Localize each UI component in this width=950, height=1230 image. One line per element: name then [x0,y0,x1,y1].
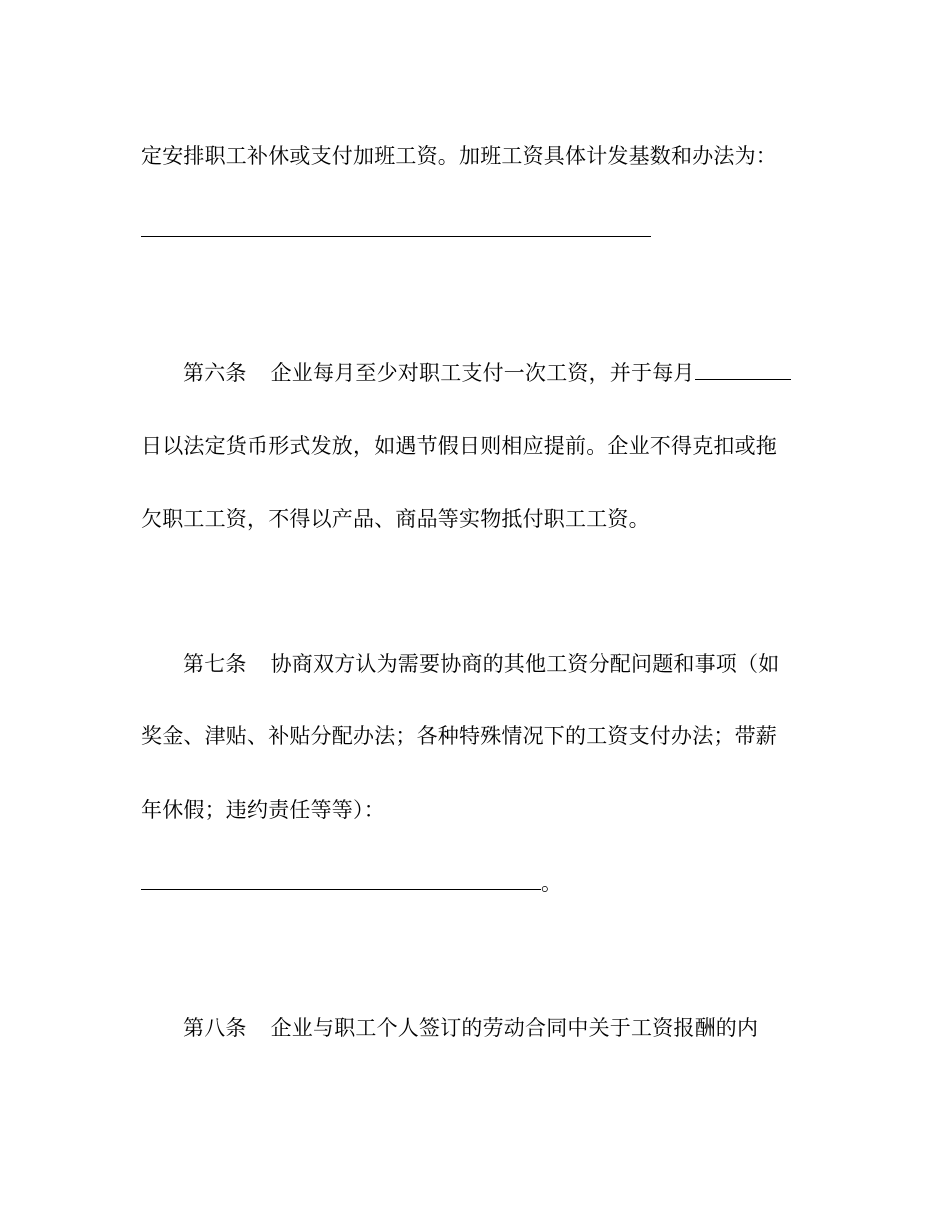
article-7-end-line [141,870,562,896]
fill-in-blank-line [141,236,651,237]
article-6-line-1 [183,360,791,386]
article-7-line-3: 年休假；违约责任等等）： [141,798,385,822]
article-7-line-1 [183,651,779,677]
article-7-line-2: 奖金、津贴、补贴分配办法；各种特殊情况下的工资支付办法；带薪 [141,724,777,748]
article-8-heading: 第八条 [183,1016,247,1040]
article-7-text: 协商双方认为需要协商的其他工资分配问题和事项（如 [270,652,780,676]
article-6-heading: 第六条 [183,361,247,385]
text-line: 定安排职工补休或支付加班工资。加班工资具体计发基数和办法为： [141,144,777,168]
fill-in-blank-line [695,378,791,380]
article-7-heading: 第七条 [183,652,247,676]
article-6-text: 企业每月至少对职工支付一次工资，并于每月 [270,361,695,385]
end-punctuation: 。 [541,871,563,895]
article-6-line-2: 日以法定货币形式发放，如遇节假日则相应提前。企业不得克扣或拖 [141,434,777,458]
fill-in-blank-line [141,888,541,890]
article-6-line-3: 欠职工工资，不得以产品、商品等实物抵付职工工资。 [141,507,650,531]
article-8-text: 企业与职工个人签订的劳动合同中关于工资报酬的内 [270,1016,759,1040]
article-8-line-1 [183,1015,758,1041]
